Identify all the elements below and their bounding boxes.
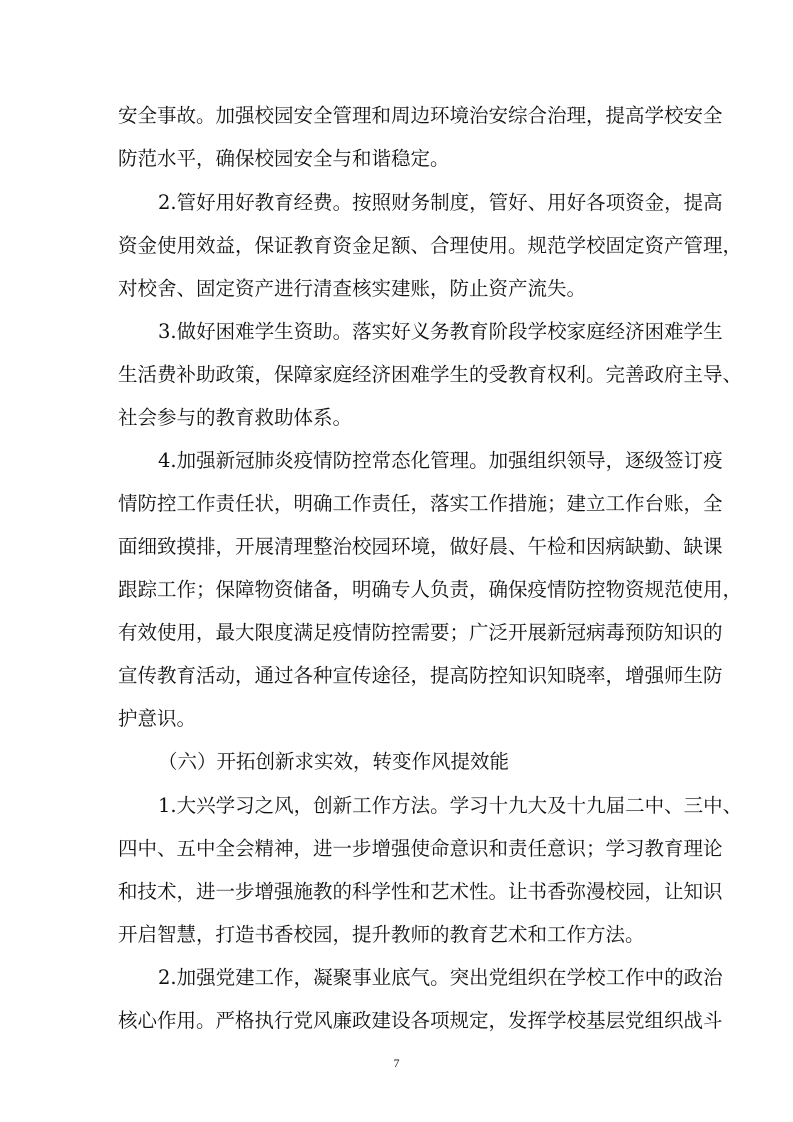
text-line: 护意识。 bbox=[118, 707, 197, 730]
text-line: 宣传教育活动，通过各种宣传途径，提高防控知识知晓率，增强师生防 bbox=[118, 664, 723, 687]
text-line: 2.加强党建工作，凝聚事业底气。突出党组织在学校工作中的政治 bbox=[158, 966, 723, 989]
text-line: 对校舍、固定资产进行清查核实建账，防止资产流失。 bbox=[118, 277, 587, 300]
text-line: 面细致摸排，开展清理整治校园环境，做好晨、午检和因病缺勤、缺课 bbox=[118, 535, 723, 558]
text-line: 1.大兴学习之风，创新工作方法。学习十九大及十九届二中、三中、 bbox=[158, 794, 743, 817]
text-line: 2.管好用好教育经费。按照财务制度，管好、用好各项资金，提高 bbox=[158, 191, 723, 214]
text-line: 有效使用，最大限度满足疫情防控需要；广泛开展新冠病毒预防知识的 bbox=[118, 621, 723, 644]
text-line: 社会参与的教育救助体系。 bbox=[118, 406, 353, 429]
text-line: 资金使用效益，保证教育资金足额、合理使用。规范学校固定资产管理， bbox=[118, 234, 743, 257]
section-heading: （六）开拓创新求实效，转变作风提效能 bbox=[158, 750, 510, 773]
text-line: 情防控工作责任状，明确工作责任，落实工作措施；建立工作台账，全 bbox=[118, 492, 723, 515]
text-line: 安全事故。加强校园安全管理和周边环境治安综合治理，提高学校安全 bbox=[118, 104, 723, 127]
text-line: 防范水平，确保校园安全与和谐稳定。 bbox=[118, 147, 450, 170]
text-line: 四中、五中全会精神，进一步增强使命意识和责任意识；学习教育理论 bbox=[118, 837, 723, 860]
text-line: 生活费补助政策，保障家庭经济困难学生的受教育权利。完善政府主导、 bbox=[118, 363, 743, 386]
page-number: 7 bbox=[393, 1056, 400, 1070]
text-line: 和技术，进一步增强施教的科学性和艺术性。让书香弥漫校园，让知识 bbox=[118, 880, 723, 903]
text-line: 核心作用。严格执行党风廉政建设各项规定，发挥学校基层党组织战斗 bbox=[118, 1009, 723, 1032]
text-line: 开启智慧，打造书香校园，提升教师的教育艺术和工作方法。 bbox=[118, 923, 645, 946]
text-line: 4.加强新冠肺炎疫情防控常态化管理。加强组织领导，逐级签订疫 bbox=[158, 449, 723, 472]
text-line: 3.做好困难学生资助。落实好义务教育阶段学校家庭经济困难学生 bbox=[158, 320, 723, 343]
text-line: 跟踪工作；保障物资储备，明确专人负责，确保疫情防控物资规范使用， bbox=[118, 578, 743, 601]
